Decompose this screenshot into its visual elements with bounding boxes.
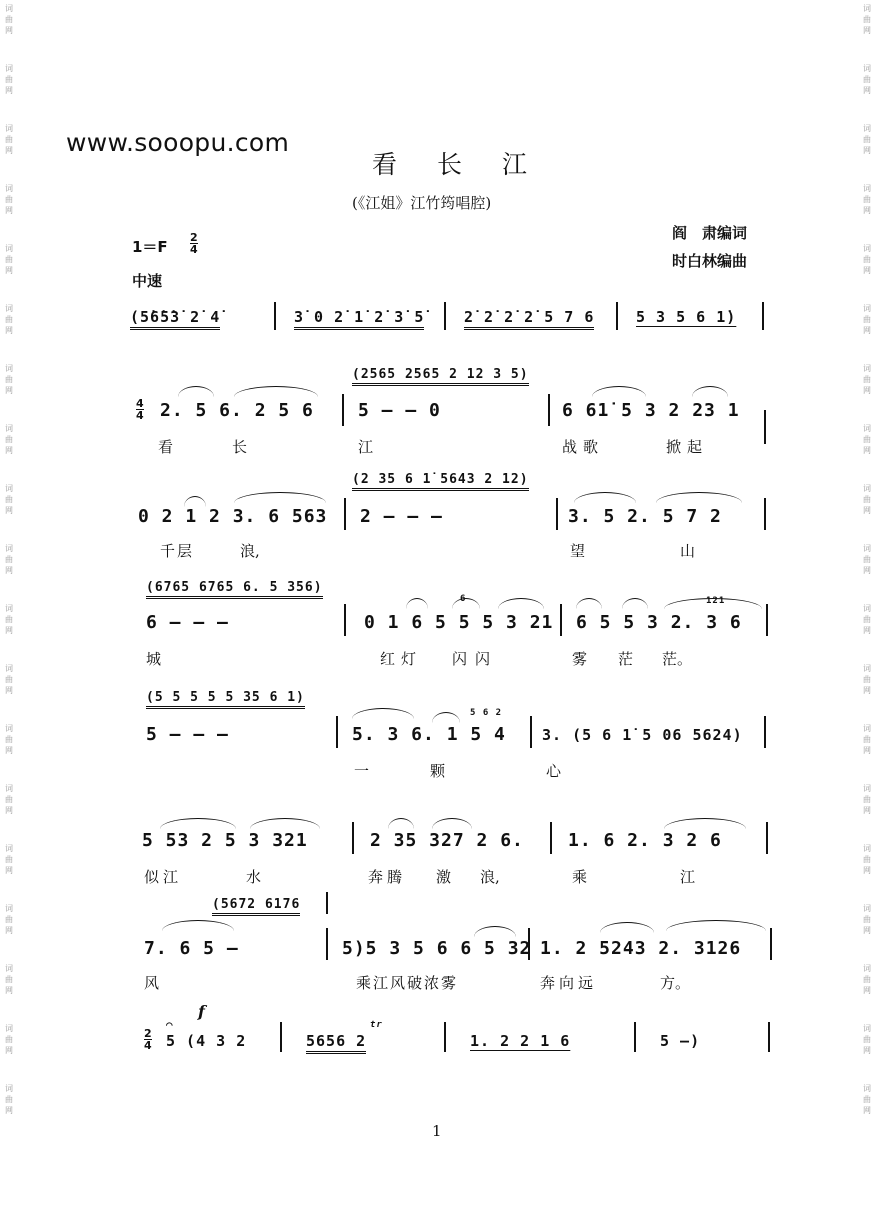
watermark-char: 词 — [863, 244, 871, 253]
lyric: 看 — [158, 438, 174, 456]
lyric: 红灯 — [380, 650, 423, 668]
slur — [622, 598, 648, 609]
watermark-char: 网 — [5, 806, 13, 815]
watermark-char: 曲 — [863, 555, 871, 564]
measure: 5. 3 6. 1 5 4 — [352, 724, 506, 745]
key-signature: 1＝F — [132, 238, 168, 256]
slur — [574, 492, 636, 503]
watermark-char: 曲 — [863, 675, 871, 684]
slur — [388, 818, 414, 829]
watermark-char: 网 — [5, 926, 13, 935]
barline — [274, 302, 276, 330]
slur — [178, 386, 214, 397]
lyric: 山 — [680, 542, 696, 560]
tempo-marking: 中速 — [132, 272, 163, 290]
watermark-char: 曲 — [5, 1035, 13, 1044]
watermark-char: 词 — [5, 184, 13, 193]
meter-top: 2 — [144, 1027, 152, 1040]
watermark-char: 网 — [863, 626, 871, 635]
watermark-char: 词 — [5, 364, 13, 373]
watermark-char: 网 — [863, 146, 871, 155]
measure: 7. 6 5 – — [144, 938, 239, 959]
measure: 5 53 2 5 3 321 — [142, 830, 308, 851]
watermark-char: 网 — [863, 266, 871, 275]
watermark-char: 网 — [863, 26, 871, 35]
watermark-char: 词 — [863, 184, 871, 193]
measure: 5 – – 0 — [358, 400, 441, 421]
slur — [250, 818, 320, 829]
time-signature — [190, 232, 198, 255]
measure: (5̇6̇5̇3̇ 2̇ 4̇ — [130, 308, 220, 330]
watermark-char: 曲 — [863, 75, 871, 84]
watermark-char: 词 — [863, 964, 871, 973]
watermark-char: 词 — [863, 664, 871, 673]
slur — [234, 492, 326, 503]
watermark-char: 曲 — [863, 975, 871, 984]
watermark-char: 网 — [863, 506, 871, 515]
measure: 2. 5 6. 2 5 6 — [160, 400, 314, 421]
watermark-char: 曲 — [5, 135, 13, 144]
measure: 2 35 327 2 6. — [370, 830, 524, 851]
watermark-char: 曲 — [863, 1035, 871, 1044]
watermark-char: 网 — [5, 266, 13, 275]
slur — [600, 922, 654, 933]
measure: 3̇ 0 2̇ 1̇ 2̇ 3̇ 5̇ — [294, 308, 424, 330]
measure: 5656 2 — [306, 1032, 366, 1054]
watermark-char: 网 — [863, 566, 871, 575]
watermark-char: 曲 — [5, 855, 13, 864]
measure: 2̇ 2̇ 2̇ 2̇ 5 7 6 — [464, 308, 594, 330]
watermark-char: 网 — [5, 446, 13, 455]
song-title: 看 长 江 — [372, 150, 543, 179]
watermark-char: 词 — [863, 364, 871, 373]
watermark-char: 网 — [863, 866, 871, 875]
barline — [768, 1022, 770, 1052]
watermark-char: 网 — [863, 86, 871, 95]
watermark-char: 网 — [863, 746, 871, 755]
measure: 1. 6 2. 3 2 6 — [568, 830, 722, 851]
watermark-char: 词 — [5, 1024, 13, 1033]
watermark-char: 网 — [5, 206, 13, 215]
watermark-char: 网 — [863, 1046, 871, 1055]
watermark-char: 词 — [5, 664, 13, 673]
lyric: 奔腾 — [368, 868, 407, 886]
barline — [550, 822, 552, 854]
watermark-char: 曲 — [863, 495, 871, 504]
watermark-char: 词 — [863, 904, 871, 913]
watermark-char: 网 — [863, 1106, 871, 1115]
meter-top: 4 — [136, 397, 144, 410]
slur — [406, 598, 428, 609]
lyric: 茫。 — [662, 650, 693, 668]
watermark-char: 曲 — [5, 675, 13, 684]
watermark-char: 网 — [5, 626, 13, 635]
watermark-char: 词 — [5, 724, 13, 733]
watermark-char: 曲 — [5, 315, 13, 324]
watermark-char: 网 — [5, 986, 13, 995]
watermark-char: 词 — [863, 484, 871, 493]
watermark-char: 网 — [5, 326, 13, 335]
lyric: 乘 — [572, 868, 588, 886]
slur — [162, 920, 234, 931]
barline — [444, 1022, 446, 1052]
barline — [560, 604, 562, 636]
watermark-char: 曲 — [863, 255, 871, 264]
watermark-char: 词 — [5, 904, 13, 913]
watermark-char: 词 — [5, 484, 13, 493]
lyric: 千层 — [160, 542, 195, 560]
slur — [664, 818, 746, 829]
watermark-char: 网 — [5, 866, 13, 875]
watermark-char: 曲 — [863, 375, 871, 384]
watermark-char: 曲 — [5, 255, 13, 264]
watermark-char: 网 — [5, 26, 13, 35]
lyric: 乘江风破浓雾 — [356, 974, 459, 992]
slur — [234, 386, 318, 397]
watermark-char: 词 — [5, 4, 13, 13]
measure: 2 – – – — [360, 506, 443, 527]
slur — [576, 598, 602, 609]
meter-top: 2 — [190, 231, 198, 244]
accompaniment-figure: (6765 6765 6. 5 356) — [146, 580, 323, 599]
measure: 1. 2 5243 2. 3126 — [540, 938, 742, 959]
page-number: 1 — [432, 1122, 442, 1140]
watermark-char: 曲 — [5, 195, 13, 204]
watermark-char: 曲 — [5, 615, 13, 624]
watermark-char: 词 — [863, 424, 871, 433]
lyric: 战歌 — [562, 438, 605, 456]
watermark-char: 曲 — [5, 555, 13, 564]
accompaniment-figure: (5 5 5 5 5 35 6 1) — [146, 690, 305, 709]
grace-note: 5 6 2 — [470, 708, 503, 718]
slur — [666, 920, 766, 931]
watermark-char: 词 — [5, 844, 13, 853]
watermark-char: 曲 — [863, 15, 871, 24]
watermark-char: 网 — [5, 86, 13, 95]
slur — [498, 598, 544, 609]
lyric: 奔向远 — [540, 974, 598, 992]
watermark-char: 曲 — [863, 435, 871, 444]
watermark-char: 曲 — [5, 495, 13, 504]
barline — [326, 928, 328, 960]
measure: 6 5 5 3 2. 3 6 — [576, 612, 742, 633]
measure: 3. 5 2. 5 7 2 — [568, 506, 722, 527]
slur — [352, 708, 414, 719]
watermark-char: 曲 — [863, 195, 871, 204]
barline — [280, 1022, 282, 1052]
lyric: 风 — [144, 974, 160, 992]
lyric: 似江 — [144, 868, 183, 886]
watermark-char: 网 — [5, 1106, 13, 1115]
slur — [692, 386, 728, 397]
barline — [766, 604, 768, 636]
barline — [634, 1022, 636, 1052]
lyric: 闪闪 — [452, 650, 499, 668]
lyric: 一 — [354, 762, 370, 780]
watermark-char: 网 — [863, 686, 871, 695]
site-url[interactable]: www.sooopu.com — [66, 128, 290, 157]
watermark-char: 曲 — [863, 795, 871, 804]
barline — [616, 302, 618, 330]
watermark-char: 曲 — [5, 435, 13, 444]
watermark-char: 网 — [5, 566, 13, 575]
watermark-char: 词 — [863, 724, 871, 733]
watermark-char: 词 — [863, 844, 871, 853]
watermark-char: 曲 — [5, 75, 13, 84]
fermata-icon: ⌒ — [166, 1018, 174, 1031]
time-signature — [144, 1028, 152, 1051]
watermark-char: 网 — [863, 926, 871, 935]
barline — [548, 394, 550, 426]
lyric: 心 — [546, 762, 562, 780]
measure: 1. 2 2 1 6 — [470, 1032, 571, 1050]
lyric: 激 — [436, 868, 452, 886]
slur — [474, 926, 516, 937]
barline — [336, 716, 338, 748]
measure: 5 3 5 6 1̇) — [636, 308, 737, 326]
barline — [556, 498, 558, 530]
watermark-char: 词 — [863, 544, 871, 553]
lyric: 雾 — [572, 650, 588, 668]
barline — [764, 716, 766, 748]
lyric: 浪, — [480, 868, 500, 886]
barline — [342, 394, 344, 426]
lyric: 浪, — [240, 542, 260, 560]
watermark-char: 词 — [863, 64, 871, 73]
watermark-char: 词 — [5, 1084, 13, 1093]
barline — [352, 822, 354, 854]
barline — [344, 498, 346, 530]
accompaniment-figure: (2565 2565 2 12 3 5) — [352, 367, 529, 386]
watermark-char: 词 — [863, 1084, 871, 1093]
watermark-char: 词 — [863, 4, 871, 13]
barline — [528, 928, 530, 960]
lyric: 江 — [358, 438, 374, 456]
trill-mark: tr — [370, 1020, 383, 1030]
watermark-char: 网 — [5, 746, 13, 755]
slur — [656, 492, 742, 503]
watermark-char: 网 — [863, 326, 871, 335]
grace-note: 121 — [706, 596, 726, 606]
slur — [432, 818, 472, 829]
watermark-char: 曲 — [863, 615, 871, 624]
lyric: 城 — [146, 650, 162, 668]
composer-credit: 时白林编曲 — [672, 252, 748, 270]
lyric: 颗 — [430, 762, 446, 780]
meter-bottom: 4 — [144, 1039, 152, 1052]
watermark-char: 曲 — [863, 735, 871, 744]
watermark-char: 词 — [5, 64, 13, 73]
watermark-char: 曲 — [863, 315, 871, 324]
measure: 0 1 6 5 5 5 3 21 — [364, 612, 554, 633]
measure: 3. (5 6 1̇ 5 06 5624) — [542, 726, 743, 744]
slur — [432, 712, 460, 723]
watermark-char: 词 — [863, 304, 871, 313]
watermark-char: 曲 — [5, 375, 13, 384]
watermark-char: 曲 — [863, 135, 871, 144]
watermark-char: 网 — [5, 506, 13, 515]
slur — [592, 386, 646, 397]
watermark-char: 词 — [5, 124, 13, 133]
watermark-char: 曲 — [5, 735, 13, 744]
watermark-char: 网 — [5, 686, 13, 695]
measure: 5 –) — [660, 1032, 701, 1050]
barline — [326, 892, 328, 914]
watermark-char: 词 — [5, 304, 13, 313]
watermark-char: 曲 — [5, 795, 13, 804]
barline — [764, 498, 766, 530]
watermark-char: 词 — [5, 784, 13, 793]
watermark-char: 词 — [5, 604, 13, 613]
watermark-char: 曲 — [5, 915, 13, 924]
watermark-char: 曲 — [5, 15, 13, 24]
watermark-char: 词 — [863, 604, 871, 613]
lyric: 长 — [232, 438, 248, 456]
watermark-char: 曲 — [5, 975, 13, 984]
watermark-char: 词 — [863, 784, 871, 793]
time-signature — [136, 398, 144, 421]
accompaniment-figure: (5672 6176 — [212, 897, 300, 916]
lyric: 方。 — [660, 974, 691, 992]
lyric: 江 — [680, 868, 696, 886]
measure: 5 (4 3 2 — [166, 1032, 247, 1050]
accompaniment-figure: (2 35 6 1̇ 5643 2 12) — [352, 472, 529, 491]
meter-bottom: 4 — [190, 243, 198, 256]
watermark-char: 曲 — [863, 1095, 871, 1104]
measure: 0 2 1 2 3. 6 563 — [138, 506, 328, 527]
barline — [344, 604, 346, 636]
watermark-char: 词 — [863, 1024, 871, 1033]
barline — [762, 302, 764, 330]
barline — [530, 716, 532, 748]
measure: 5 – – – — [146, 724, 229, 745]
watermark-char: 曲 — [863, 855, 871, 864]
watermark-char: 网 — [863, 986, 871, 995]
watermark-char: 词 — [5, 544, 13, 553]
watermark-char: 词 — [5, 244, 13, 253]
watermark-char: 曲 — [5, 1095, 13, 1104]
measure: 5)5 3 5 6 6 5 32 — [342, 938, 532, 959]
watermark-char: 网 — [863, 446, 871, 455]
grace-note: 6 — [460, 594, 467, 604]
barline — [770, 928, 772, 960]
watermark-char: 词 — [5, 424, 13, 433]
watermark-char: 曲 — [863, 915, 871, 924]
lyric: 水 — [246, 868, 262, 886]
measure: 6 – – – — [146, 612, 229, 633]
dynamic-forte: f — [198, 1002, 205, 1021]
slur — [160, 818, 236, 829]
barline — [764, 410, 766, 444]
meter-bottom: 4 — [136, 409, 144, 422]
watermark-char: 词 — [863, 124, 871, 133]
lyric: 茫 — [618, 650, 634, 668]
lyric: 掀起 — [666, 438, 709, 456]
watermark-char: 网 — [863, 386, 871, 395]
lyric: 望 — [570, 542, 586, 560]
lyricist-credit: 阎 肃编词 — [672, 224, 748, 242]
measure: 6 61̇ 5 3 2 23 1 — [562, 400, 740, 421]
song-subtitle: (《江姐》江竹筠唱腔) — [352, 194, 492, 212]
watermark-char: 网 — [5, 1046, 13, 1055]
watermark-char: 网 — [863, 206, 871, 215]
barline — [444, 302, 446, 330]
watermark-char: 网 — [5, 146, 13, 155]
watermark-char: 网 — [863, 806, 871, 815]
watermark-char: 词 — [5, 964, 13, 973]
barline — [766, 822, 768, 854]
watermark-char: 网 — [5, 386, 13, 395]
